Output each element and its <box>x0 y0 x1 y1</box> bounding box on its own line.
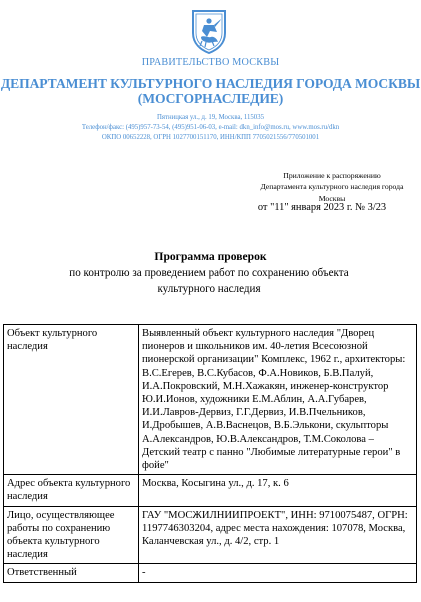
document-subtitle: по контролю за проведением работ по сохранению объекта культурного наследия <box>69 267 349 295</box>
table-row <box>4 564 417 582</box>
order-date-number: от "11" января 2023 г. № 3/23 <box>257 202 387 213</box>
government-name: ПРАВИТЕЛЬСТВО МОСКВЫ <box>141 57 280 68</box>
document-title: Программа проверок <box>154 250 267 263</box>
department-title: ДЕПАРТАМЕНТ КУЛЬТУРНОГО НАСЛЕДИЯ ГОРОДА МОСКВЫ <box>0 76 421 91</box>
annex-note <box>244 170 420 204</box>
table-row-label: Ответственный <box>4 564 139 582</box>
annex-line-3: Москвы <box>318 193 346 203</box>
table-row-label: Адрес объекта культурного наследия <box>4 475 139 506</box>
table-row-value: Москва, Косыгина ул., д. 17, к. 6 <box>139 475 417 506</box>
table-row-value: Выявленный объект культурного наследия "Дворец пионеров и школьников им. 40-летия Всесоюзной пионерской организации" Комплекс, 1962 г., архитекторы: В.С.Егерев, В.С.Кубасов, Ф.А.Новиков, Б.В.Палуй, И.А.Покровский, М.Н.Хажакян, инженер-конструктор Ю.И.Ионов, художники Е.М.Аблин, А.А.Губарев, И.И.Лавров-Дервиз, Г.Г.Дервиз, И.В.Пчельников, И.Дробышев, А.В.Васнецов, В.Б.Элькони, скульпторы А.Александров, Ю.В.Александров, Т.М.Соколова – Детский театр с панно "Любимые литературные герои" в фойе" <box>139 325 417 475</box>
department-contacts: Телефон/факс: (495)957-73-54, (495)951-06-03, e-mail: dkn_info@mos.ru, www.mos.ru/dkn <box>81 124 340 132</box>
inspection-program-table <box>3 324 417 583</box>
table-row <box>4 325 417 475</box>
department-requisites <box>0 113 421 144</box>
moscow-coat-of-arms-icon <box>190 8 228 54</box>
table-row-label: Лицо, осуществляющее работы по сохранению объекта культурного наследия <box>4 506 139 564</box>
annex-line-2: Департамента культурного наследия города <box>260 182 404 192</box>
table-row <box>4 475 417 506</box>
department-name <box>0 76 421 106</box>
table-row-value: ГАУ "МОСЖИЛНИИПРОЕКТ", ИНН: 9710075487, ОГРН: 1197746303204, адрес места нахождения: 107078, Москва, Каланчевская ул., д. 4/2, стр. 1 <box>139 506 417 564</box>
annex-line-1: Приложение к распоряжению <box>283 171 381 180</box>
department-abbreviation: (МОСГОРНАСЛЕДИЕ) <box>137 91 284 106</box>
department-registry-codes: ОКПО 00652228, ОГРН 1027700151170, ИНН/КПП 7705021556/770501001 <box>101 134 320 142</box>
table-row <box>4 506 417 564</box>
table-row-label: Объект культурного наследия <box>4 325 139 475</box>
department-address: Пятницкая ул., д. 19, Москва, 115035 <box>156 114 265 121</box>
table-row-value: - <box>139 564 417 582</box>
